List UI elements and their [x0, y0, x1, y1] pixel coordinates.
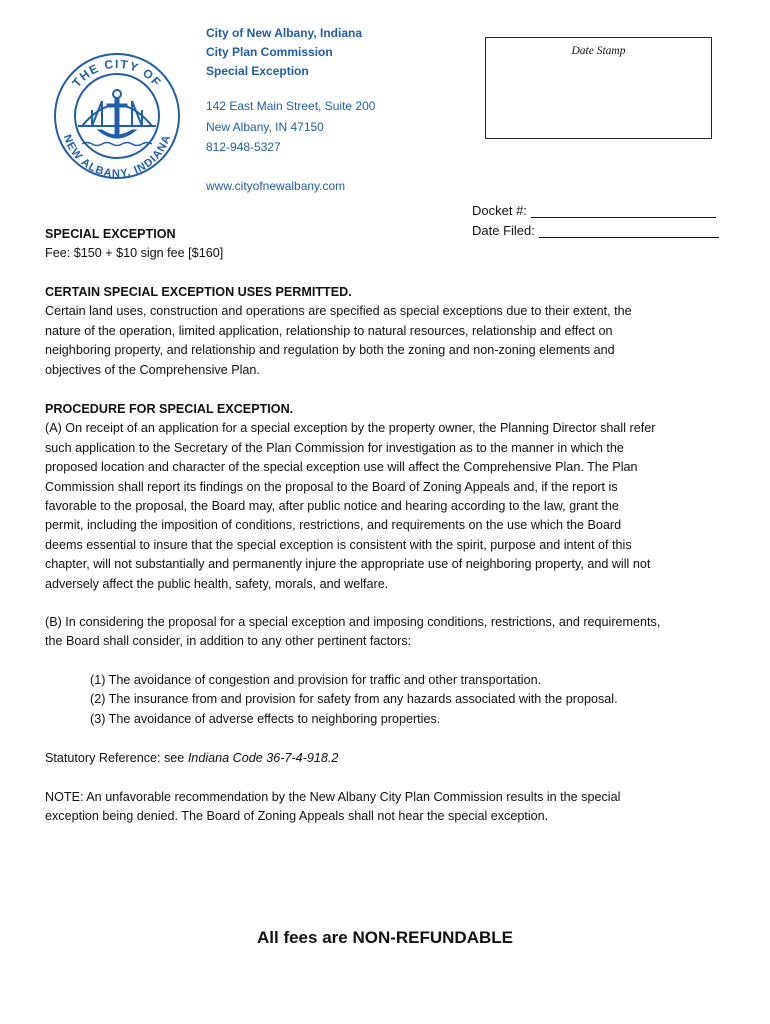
address-line2: New Albany, IN 47150	[206, 120, 324, 134]
statutory-reference	[45, 749, 735, 768]
paragraph-line: neighboring property, and relationship and regulation by both the zoning and non-zoning elements and	[45, 343, 615, 358]
paragraph-line: NOTE: An unfavorable recommendation by the New Albany City Plan Commission results in the special	[45, 790, 621, 804]
paragraph-line: nature of the operation, limited application, relationship to natural resources, relationship and effect on	[45, 323, 613, 338]
address-line1: 142 East Main Street, Suite 200	[206, 99, 376, 113]
fees-notice: All fees are NON-REFUNDABLE	[257, 928, 513, 947]
docket-input-line[interactable]	[531, 205, 716, 218]
list-item: (3) The avoidance of adverse effects to neighboring properties.	[90, 711, 441, 726]
statutory-code: Indiana Code 36-7-4-918.2	[187, 751, 339, 765]
paragraph-line: exception being denied. The Board of Zoning Appeals shall not hear the special exception.	[45, 809, 549, 824]
paragraph-line: deems essential to insure that the special exception is consistent with the spirit, purpose and intent of this	[45, 537, 632, 552]
svg-text:NEW ALBANY, INDIANA: NEW ALBANY, INDIANA	[60, 133, 174, 181]
form-heading: SPECIAL EXCEPTION	[45, 227, 176, 241]
section-permitted	[45, 283, 735, 380]
fee-text: Fee: $150 + $10 sign fee [$160]	[45, 246, 224, 260]
section-procedure	[45, 400, 735, 594]
factor-list	[90, 671, 618, 729]
docket-label: Docket #:	[472, 203, 527, 218]
paragraph-line: (B) In considering the proposal for a special exception and imposing conditions, restrictions, and requirements,	[45, 615, 661, 629]
paragraph-line: objectives of the Comprehensive Plan.	[45, 362, 260, 377]
paragraph-line: Certain land uses, construction and operations are specified as special exceptions due to their extent, the	[45, 304, 632, 319]
paragraph-line: adversely affect the public health, safety, morals, and welfare.	[45, 576, 389, 591]
org-commission: City Plan Commission	[206, 45, 333, 59]
note-block	[45, 788, 735, 827]
paragraph-line: Commission shall report its findings on the proposal to the Board of Zoning Appeals and, if the report is	[45, 479, 618, 494]
org-form-title: Special Exception	[206, 64, 309, 78]
website-link[interactable]: www.cityofnewalbany.com	[206, 179, 346, 193]
docket-field[interactable]	[472, 203, 716, 218]
paragraph-line: chapter, will not substantially and permanently injure the appropriate use of neighboring property, and will not	[45, 557, 651, 572]
city-seal-logo	[52, 44, 182, 186]
phone-number: 812-948-5327	[206, 140, 281, 154]
paragraph-b	[45, 613, 735, 652]
paragraph-line: proposed location and character of the special exception use will affect the Comprehensive Plan. The Plan	[45, 460, 638, 475]
date-filed-label: Date Filed:	[472, 223, 535, 238]
paragraph-line: such application to the Secretary of the Plan Commission for investigation as to the manner in which the	[45, 440, 624, 455]
paragraph-line: favorable to the proposal, the Board may, after public notice and hearing according to the law, grant the	[45, 499, 619, 514]
org-name: City of New Albany, Indiana	[206, 26, 363, 40]
paragraph-line: permit, including the imposition of conditions, restrictions, and requirements on the use which the Board	[45, 518, 622, 533]
list-item: (1) The avoidance of congestion and provision for traffic and other transportation.	[90, 673, 542, 687]
svg-text:THE CITY OF: THE CITY OF	[69, 56, 165, 90]
paragraph-line: the Board shall consider, in addition to any other pertinent factors:	[45, 634, 412, 649]
date-stamp-label: Date Stamp	[571, 45, 626, 57]
paragraph-line: (A) On receipt of an application for a special exception by the property owner, the Planning Director shall refer	[45, 421, 656, 436]
section-procedure-heading: PROCEDURE FOR SPECIAL EXCEPTION.	[45, 402, 294, 416]
statutory-prefix: Statutory Reference: see	[45, 751, 188, 765]
date-stamp-box	[485, 37, 712, 139]
list-item: (2) The insurance from and provision for safety from any hazards associated with the proposal.	[90, 692, 618, 707]
section-permitted-heading: CERTAIN SPECIAL EXCEPTION USES PERMITTED.	[45, 285, 352, 299]
